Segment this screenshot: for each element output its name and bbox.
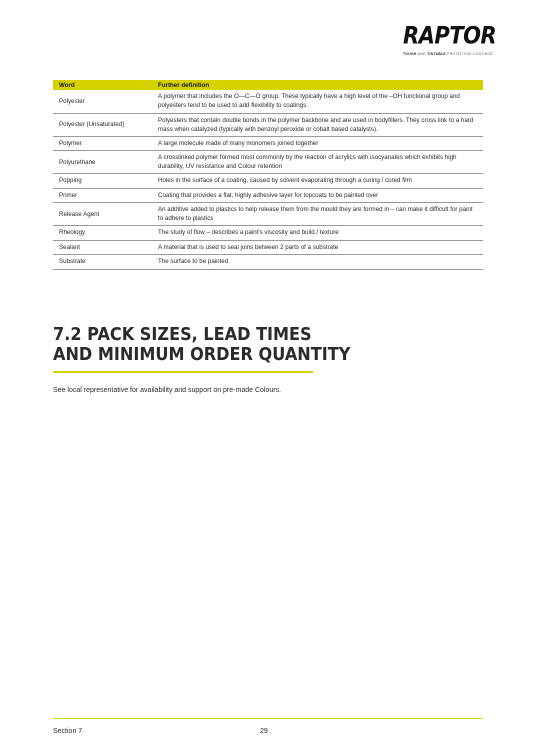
table-row [53,90,483,113]
table-row [53,240,483,255]
logo-wordmark: RAPTOR [403,21,497,50]
table-row [53,174,483,189]
section-body-text: See local representative for availability and support on pre-made Colours. [53,387,282,394]
column-header-word: Word [53,80,152,90]
heading-underline [53,371,313,373]
term-cell: Sealant [53,240,152,255]
term-cell: Polyurethane [53,151,152,174]
column-header-definition: Further definition [152,80,483,90]
table-row [53,151,483,174]
term-cell: Rheology [53,226,152,241]
table-row [53,203,483,226]
table-row [53,255,483,270]
term-cell: Primer [53,188,152,203]
table-row [53,188,483,203]
definition-cell: A polymer that includes the O—C—O group. These typically have a high level of the –OH functional group and polyesters tend to be used to add flexibility to coatings. [152,90,483,113]
glossary-header-row [53,80,483,90]
raptor-logo [403,21,497,64]
table-row [53,113,483,136]
definition-cell: A crosslinked polymer formed most commonly by the reaction of acrylics with isocyanates which exhibits high durability, UV resistance and Colour retention [152,151,483,174]
footer-divider [53,718,483,719]
logo-tagline-tough: TOUGH [403,52,417,56]
logo-tagline-coatings: PROTECTIVE COATINGS [447,52,493,56]
definition-cell: Holes in the surface of a coating, caused by solvent evaporating through a curing / cured film [152,174,483,189]
logo-tagline-tintable: TINTABLE [427,52,446,56]
footer-page-number: 29 [260,728,268,735]
section-heading-line-2: AND MINIMUM ORDER QUANTITY [53,345,351,365]
definition-cell: A large molecule made of many monomers joined together [152,136,483,151]
logo-tagline-and: AND [417,52,426,56]
definition-cell: The study of flow – describes a paint's viscosity and build / texture [152,226,483,241]
term-cell: Polymer [53,136,152,151]
definition-cell: An additive added to plastics to help release them from the mould they are formed in – can make it difficult for paint to adhere to plastics [152,203,483,226]
definition-cell: The surface to be painted [152,255,483,270]
definition-cell: Polyesters that contain double bonds in the polymer backbone and are used in bodyfillers. They cross link to a hard mass when catalyzed (typically with benzoyl peroxide or cobalt based catalysts). [152,113,483,136]
term-cell: Substrate [53,255,152,270]
table-row [53,136,483,151]
term-cell: Release Agent [53,203,152,226]
term-cell: Polyester (Unsaturated) [53,113,152,136]
table-row [53,226,483,241]
definition-cell: Coating that provides a flat, highly adhesive layer for topcoats to be painted over [152,188,483,203]
glossary-table [53,80,483,270]
term-cell: Popping [53,174,152,189]
footer-section-label: Section 7 [53,728,83,735]
section-heading [53,325,350,365]
logo-tagline [403,52,493,56]
term-cell: Polyester [53,90,152,113]
definition-cell: A material that is used to seal joins between 2 parts of a substrate [152,240,483,255]
section-heading-line-1: 7.2 PACK SIZES, LEAD TIMES [53,325,312,345]
